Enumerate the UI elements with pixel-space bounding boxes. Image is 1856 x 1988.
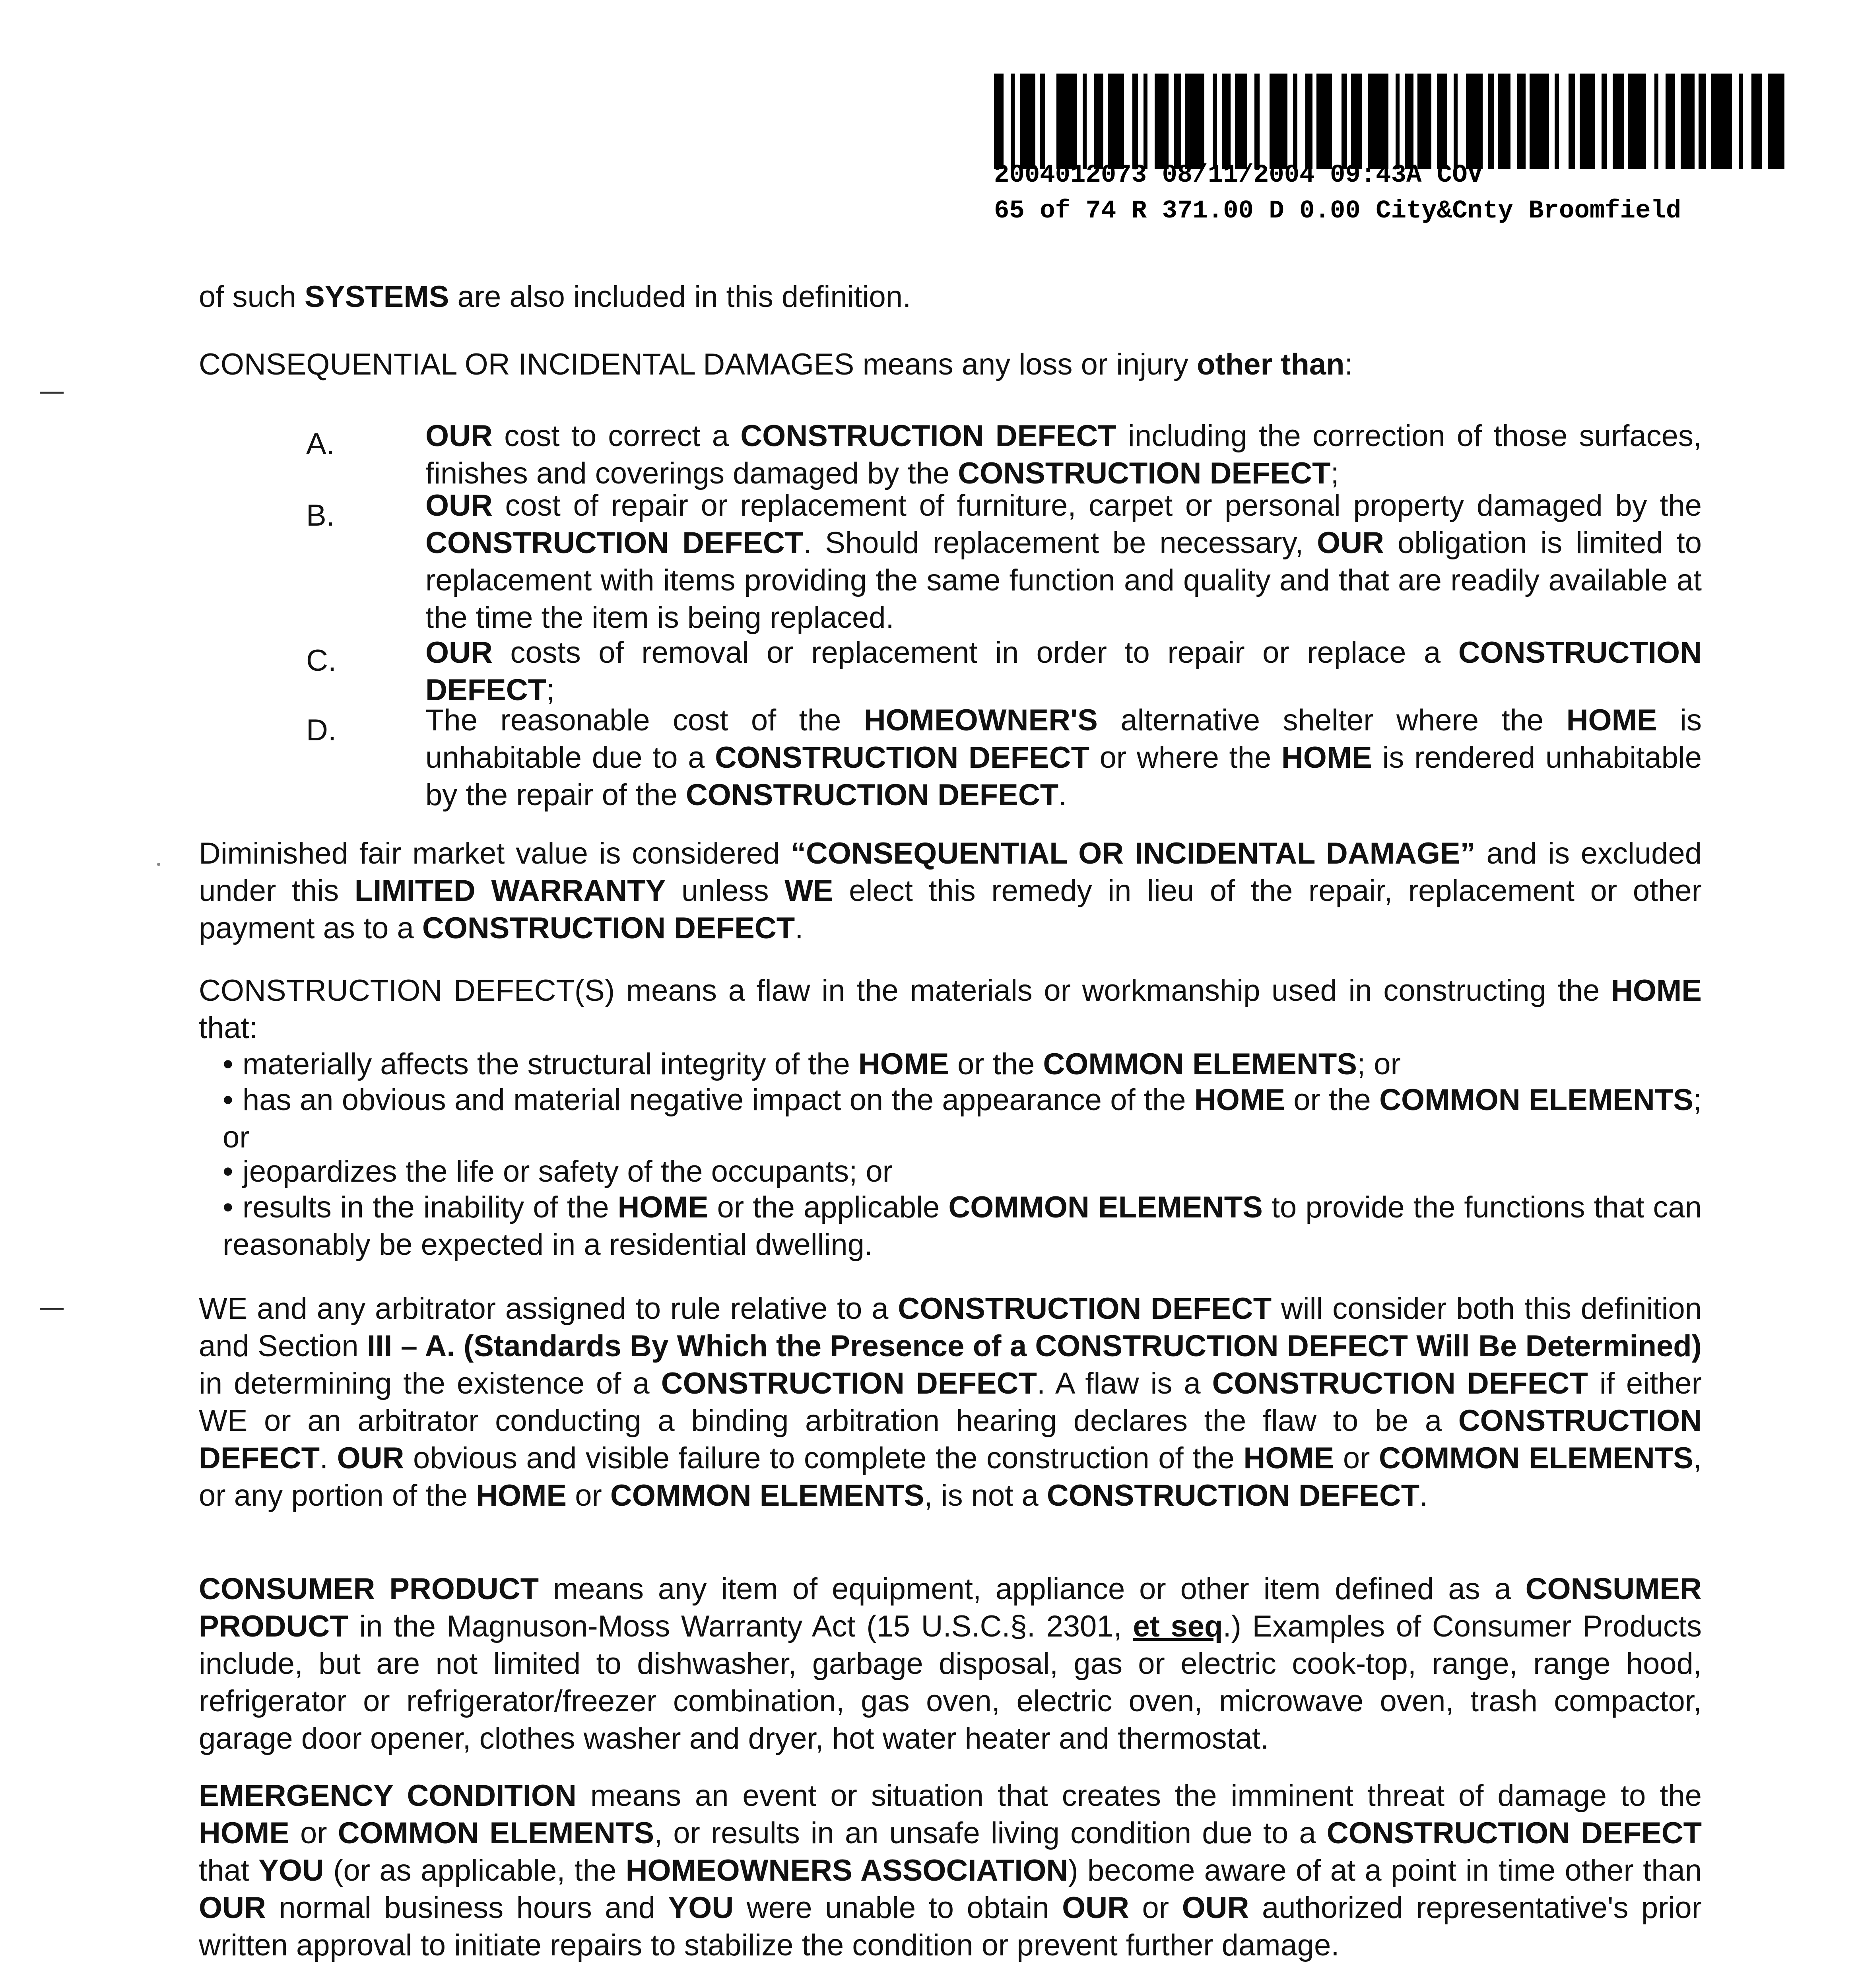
item-a: OUR cost to correct a CONSTRUCTION DEFECT including the correction of those surfaces, finishes and coverings damaged by the CONSTRUCTION DEFECT; (425, 419, 1702, 490)
barcode-bar (1666, 74, 1675, 169)
barcode-bar (1654, 74, 1658, 169)
barcode-bar (1368, 74, 1388, 169)
barcode-bar (1020, 74, 1035, 169)
barcode-bar (1351, 74, 1362, 169)
barcode-bar (1569, 74, 1575, 169)
barcode-bar (1675, 74, 1681, 169)
emergency-condition-paragraph: EMERGENCY CONDITION means an event or situation that creates the imminent threat of damage to the HOME or COMMON ELEMENTS, or results in an unsafe living condition due to a CONSTRUCTION DEFECT that YOU (or as applicable, the HOMEOWNERS ASSOCIATION) become aware of at a point in time other than OUR normal business hours and YOU were unable to obtain OUR or OUR authorized representative's prior written approval to initiate repairs to stabilize the condition or prevent further damage. (199, 1779, 1702, 1962)
arbitrator-paragraph: WE and any arbitrator assigned to rule relative to a CONSTRUCTION DEFECT will consider both this definition and Section III – A. (Standards By Which the Presence of a CONSTRUCTION DEFECT Will Be Determined) in determining the existence of a CONSTRUCTION DEFECT. A flaw is a CONSTRUCTION DEFECT if either WE or an arbitrator conducting a binding arbitration hearing declares the flaw to be a CONSTRUCTION DEFECT. OUR obvious and visible failure to complete the construction of the HOME or COMMON ELEMENTS, or any portion of the HOME or COMMON ELEMENTS, is not a CONSTRUCTION DEFECT. (199, 1292, 1702, 1512)
definition-term: CONSEQUENTIAL OR INCIDENTAL DAMAGES (199, 348, 854, 381)
barcode-bar (1706, 74, 1711, 169)
definition-end: : (1344, 348, 1353, 381)
barcode-bar (1103, 74, 1107, 169)
barcode-bar (1447, 74, 1454, 169)
barcode-bar (1138, 74, 1143, 169)
barcode-bar (1695, 74, 1699, 169)
barcode-bar (1699, 74, 1705, 169)
item-d: The reasonable cost of the HOMEOWNER'S alternative shelter where the HOME is unhabitable due to a CONSTRUCTION DEFECT or where the HOME is rendered unhabitable by the repair of the CONSTRUCTION DEFECT. (425, 703, 1702, 812)
barcode-bar (1270, 74, 1287, 169)
barcode-bar (1494, 74, 1498, 169)
item-letter-c: C. (306, 644, 336, 678)
intro-line (199, 278, 911, 316)
barcode-bar (1711, 74, 1732, 169)
barcode-bar (1417, 74, 1431, 169)
barcode-bar (1549, 74, 1555, 169)
recording-barcode (994, 74, 1789, 169)
barcode-bar (1015, 74, 1020, 169)
item-letter-d: D. (306, 713, 336, 747)
barcode-bar (1751, 74, 1763, 169)
barcode-bar (1297, 74, 1306, 169)
barcode-bar (1466, 74, 1483, 169)
barcode-bar (1784, 74, 1788, 169)
barcode-bar (1595, 74, 1602, 169)
barcode-bar (1287, 74, 1293, 169)
barcode-bar (1169, 74, 1174, 169)
barcode-bar (1526, 74, 1530, 169)
diminished-value-paragraph: Diminished fair market value is considered “CONSEQUENTIAL OR INCIDENTAL DAMAGE” and is excluded under this LIMITED WARRANTY unless WE elect this remedy in lieu of the repair, replacement or other payment as to a CONSTRUCTION DEFECT. (199, 837, 1702, 945)
intro-text: of such (199, 280, 305, 314)
barcode-bar (1530, 74, 1549, 169)
scan-speck (157, 863, 160, 866)
construction-defect-definition: CONSTRUCTION DEFECT(S) means a flaw in the materials or workmanship used in constructing the HOME that: (199, 974, 1702, 1045)
barcode-bar (1040, 74, 1045, 169)
barcode-bar (1045, 74, 1056, 169)
barcode-bar (1498, 74, 1510, 169)
barcode-bar (1555, 74, 1559, 169)
barcode-bar (1437, 74, 1446, 169)
barcode-bar (1342, 74, 1347, 169)
barcode-bar (1124, 74, 1132, 169)
barcode-bar (1413, 74, 1417, 169)
consequential-definition (199, 346, 1353, 383)
barcode-bar (1624, 74, 1628, 169)
item-letter-b: B. (306, 499, 335, 532)
item-b: OUR cost of repair or replacement of furniture, carpet or personal property damaged by the CONSTRUCTION DEFECT. Should replacement be necessary, OUR obligation is limited to replacement with items providing the same function and quality and that are readily available at the time the item is being replaced. (425, 489, 1702, 635)
barcode-bar (1458, 74, 1466, 169)
barcode-bar (1332, 74, 1342, 169)
barcode-bar (1004, 74, 1010, 169)
barcode-bar (1732, 74, 1739, 169)
barcode-bar (1254, 74, 1260, 169)
barcode-bar (1768, 74, 1784, 169)
barcode-bar (1646, 74, 1654, 169)
barcode-bar (1231, 74, 1235, 169)
barcode-bar (1035, 74, 1039, 169)
barcode-bar (1362, 74, 1368, 169)
barcode-bar (1483, 74, 1488, 169)
defect-bullet-3: • jeopardizes the life or safety of the occupants; or (223, 1155, 893, 1188)
barcode-bar (1347, 74, 1351, 169)
barcode-bar (1396, 74, 1400, 169)
barcode-bar (1217, 74, 1223, 169)
barcode-bar (1077, 74, 1083, 169)
barcode-bar (1011, 74, 1015, 169)
barcode-bar (1293, 74, 1297, 169)
barcode-bar (1222, 74, 1231, 169)
barcode-bar (1087, 74, 1093, 169)
barcode-bar (1658, 74, 1665, 169)
barcode-bar (1580, 74, 1595, 169)
barcode-bar (1132, 74, 1138, 169)
barcode-bar (1147, 74, 1154, 169)
barcode-bar (1488, 74, 1494, 169)
barcode-bar (1185, 74, 1204, 169)
barcode-bar (1247, 74, 1254, 169)
barcode-bar (994, 74, 1004, 169)
defect-bullet-1: • materially affects the structural integrity of the HOME or the COMMON ELEMENTS; or (223, 1047, 1401, 1081)
barcode-bar (1607, 74, 1613, 169)
barcode-bar (1143, 74, 1147, 169)
barcode-bar (1431, 74, 1437, 169)
barcode-bar (1204, 74, 1213, 169)
barcode-bar (1108, 74, 1124, 169)
barcode-bar (1174, 74, 1181, 169)
barcode-bar (1388, 74, 1395, 169)
barcode-bar (1743, 74, 1751, 169)
barcode-bar (1739, 74, 1743, 169)
definition-emphasis: other than (1197, 348, 1345, 381)
margin-mark (40, 1308, 64, 1310)
barcode-bar (1681, 74, 1695, 169)
barcode-bar (1056, 74, 1077, 169)
barcode-bar (1155, 74, 1169, 169)
barcode-bar (1260, 74, 1269, 169)
margin-mark (40, 392, 64, 394)
barcode-bar (1613, 74, 1624, 169)
barcode-bar (1305, 74, 1312, 169)
barcode-bar (1400, 74, 1405, 169)
barcode-bar (1454, 74, 1458, 169)
consumer-product-paragraph: CONSUMER PRODUCT means any item of equipment, appliance or other item defined as a CONSUMER PRODUCT in the Magnuson-Moss Warranty Act (15 U.S.C.§. 2301, et seq.) Examples of Consumer Products include, but are not limited to dishwasher, garbage disposal, gas or electric cook-top, range, range hood, refrigerator or refrigerator/freezer combination, gas oven, electric oven, microwave oven, trash compactor, garage door opener, clothes washer and dryer, hot water heater and thermostat. (199, 1572, 1702, 1755)
barcode-bar (1559, 74, 1569, 169)
barcode-bar (1235, 74, 1247, 169)
intro-text-end: are also included in this definition. (449, 280, 911, 314)
barcode-bar (1316, 74, 1332, 169)
barcode-bar (1628, 74, 1646, 169)
barcode-bar (1083, 74, 1087, 169)
item-letter-a: A. (306, 427, 335, 461)
barcode-bar (1762, 74, 1768, 169)
barcode-bar (1575, 74, 1579, 169)
recording-stamp-line-1: 2004012073 08/11/2004 09:43A COV (994, 161, 1483, 190)
barcode-bar (1094, 74, 1103, 169)
barcode-bar (1181, 74, 1185, 169)
barcode-bar (1405, 74, 1413, 169)
intro-term: SYSTEMS (305, 280, 449, 314)
definition-text: means any loss or injury (854, 348, 1197, 381)
item-c: OUR costs of removal or replacement in order to repair or replace a CONSTRUCTION DEFECT; (425, 636, 1702, 707)
barcode-bar (1517, 74, 1526, 169)
defect-bullet-4: • results in the inability of the HOME or the applicable COMMON ELEMENTS to provide the functions that can reasonably be expected in a residential dwelling. (223, 1190, 1702, 1262)
recording-stamp-line-2: 65 of 74 R 371.00 D 0.00 City&Cnty Broomfield (994, 197, 1681, 225)
barcode-bar (1510, 74, 1517, 169)
barcode-bar (1213, 74, 1217, 169)
barcode-bar (1312, 74, 1316, 169)
barcode-bar (1602, 74, 1607, 169)
defect-bullet-2: • has an obvious and material negative impact on the appearance of the HOME or the COMMON ELEMENTS; or (223, 1083, 1702, 1154)
